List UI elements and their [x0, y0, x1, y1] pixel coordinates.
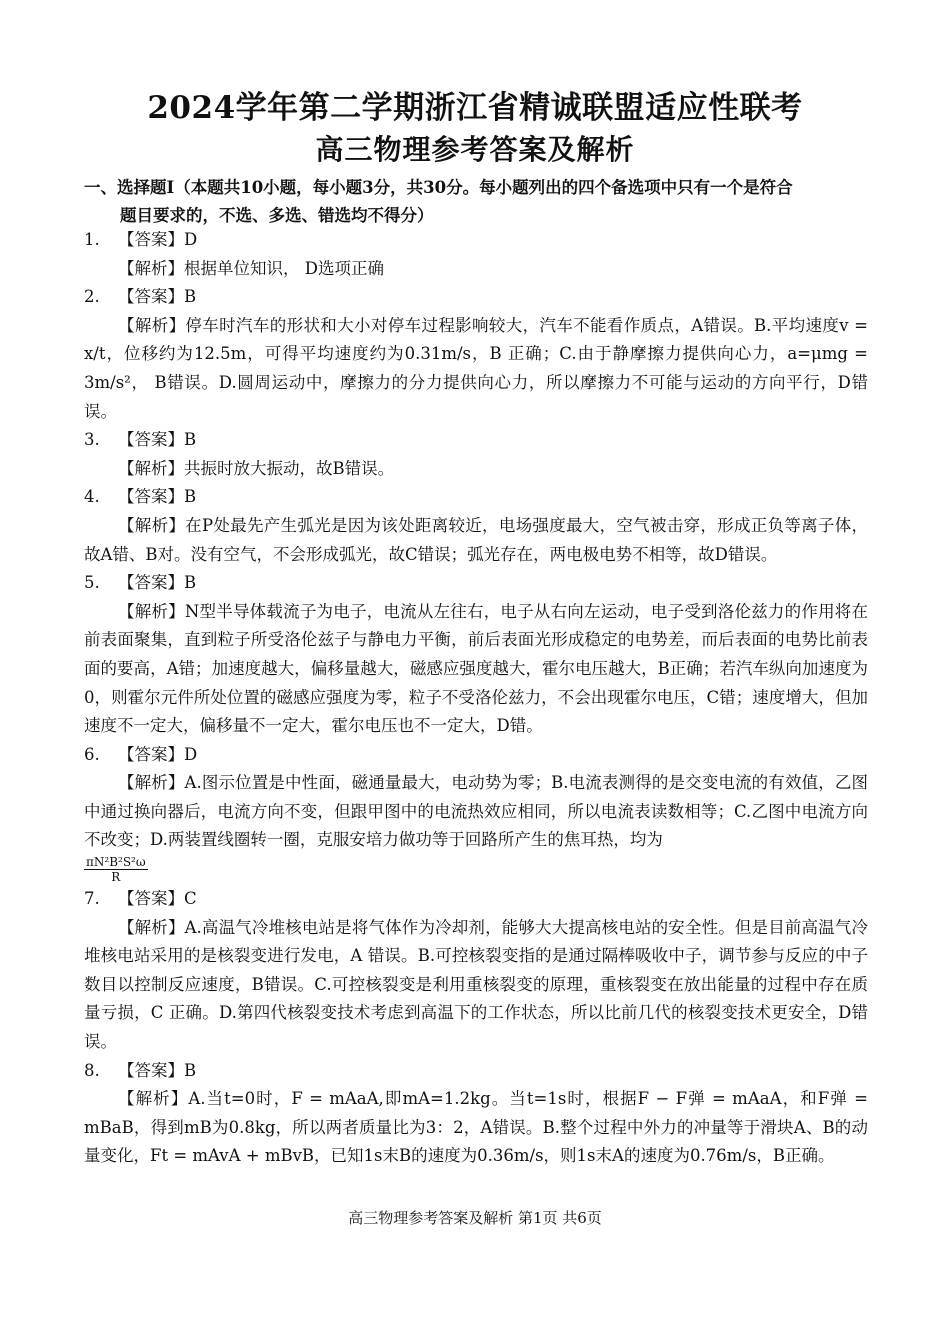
explanation-text: 【解析】在P处最先产生弧光是因为该处距离较近，电场强度最大，空气被击穿，形成正负等离子体，故A错、B对。没有空气，不会形成弧光，故C错误；弧光存在，两电极电势不相等，故D错误。	[84, 515, 868, 564]
answer-text: 【答案】B	[118, 573, 197, 593]
answer-line	[84, 1057, 868, 1086]
answer-text: 【答案】B	[118, 487, 197, 507]
answer-text: 【答案】C	[118, 889, 197, 909]
answer-line	[84, 283, 868, 312]
page-footer: 高三物理参考答案及解析 第1页 共6页	[348, 1209, 602, 1227]
answer-text: 【答案】D	[118, 230, 198, 249]
question-number: 4.	[84, 487, 100, 507]
answer-line	[84, 426, 868, 455]
explanation-text: 【解析】根据单位知识， D选项正确	[118, 258, 384, 278]
formula-fraction	[84, 855, 868, 885]
question-number: 2.	[84, 287, 100, 307]
answer-line	[84, 226, 868, 255]
document-subtitle: 高三物理参考答案及解析	[315, 133, 635, 166]
answer-line	[84, 569, 868, 598]
section-heading-line-1: 一、选择题Ⅰ（本题共10小题，每小题3分，共30分。每小题列出的四个备选项中只有一个是符合	[84, 178, 793, 197]
answer-list	[84, 226, 868, 1171]
explanation-part: 【解析】A.图示位置是中性面，磁通量最大，电动势为零；B.电流表测得的是交变电流的有效值，乙图中通过换向器后，电流方向不变，但跟甲图中的电流热效应相同，所以电流表读数相等；C.乙图中电流方向不改变；D.两装置线圈转一圈，克服安培力做功等于回路所产生的焦耳热，均为	[84, 773, 868, 850]
section-heading	[84, 174, 874, 230]
question-number: 3.	[84, 430, 100, 450]
question-number: 1.	[84, 230, 100, 249]
answer-line	[84, 741, 868, 770]
answer-text: 【答案】B	[118, 287, 197, 307]
question-number: 8.	[84, 1060, 100, 1080]
explanation-text: 【解析】N型半导体载流子为电子，电流从左往右，电子从右向左运动，电子受到洛伦兹力的作用将在前表面聚集，直到粒子所受洛伦兹子与静电力平衡，前后表面光形成稳定的电势差，而后表面的电势比前表面的要高，A错；加速度越大，偏移量越大，磁感应强度越大，霍尔电压越大，B正确；若汽车纵向加速度为0，则霍尔元件所处位置的磁感应强度为零，粒子不受洛伦兹力，不会出现霍尔电压，C错；速度增大，但加速度不一定大，偏移量不一定大，霍尔电压也不一定大，D错。	[84, 601, 868, 736]
answer-text: 【答案】D	[118, 744, 198, 764]
fraction	[84, 855, 148, 884]
document-title: 2024学年第二学期浙江省精诚联盟适应性联考	[147, 90, 803, 126]
explanation-text: 【解析】A.高温气冷堆核电站是将气体作为冷却剂，能够大大提高核电站的安全性。但是目前高温气冷堆核电站采用的是核裂变进行发电，A 错误。B.可控核裂变指的是通过隔棒吸收中子，调节参与反应的中子数目以控制反应速度，B错误。C.可控核裂变是利用重核裂变的原理，重核裂变在放出能量的过程中存在质量亏损，C 正确。D.第四代核裂变技术考虑到高温下的工作状态，所以比前几代的核裂变技术更安全，D错误。	[84, 917, 868, 1052]
section-heading-line-2: 题目要求的，不选、多选、错选均不得分）	[120, 206, 434, 225]
explanation-part: v = x/t，位移约为12.5m，可得平均速度约为0.31m/s，B 正确；C.由于静摩擦力提供向心力，a=μmg = 3m/s²， B错误。D.圆周运动中，摩擦力的分力提供向心力，所以摩擦力不可能与运动的方向平行，D错误。	[84, 315, 868, 421]
explanation-text	[84, 769, 868, 855]
fraction-numerator: πN²B²S²ω	[86, 855, 146, 870]
question-number: 6.	[84, 744, 100, 764]
question-number: 7.	[84, 889, 100, 909]
answer-text: 【答案】B	[118, 430, 197, 450]
answer-line	[84, 483, 868, 512]
explanation-text: 【解析】A.当t=0时，F = mAaA,即mA=1.2kg。当t=1s时，根据F − F弹 = mAaA，和F弹 = mBaB，得到mB为0.8kg，所以两者质量比为3：2，A错误。B.整个过程中外力的冲量等于滑块A、B的动量变化，Ft = mAvA + mBvB，已知1s末B的速度为0.36m/s，则1s末A的速度为0.76m/s，B正确。	[84, 1089, 868, 1166]
explanation-text: 【解析】共振时放大振动，故B错误。	[118, 458, 395, 478]
explanation-text	[84, 312, 868, 426]
fraction-denominator: R	[111, 870, 121, 885]
answer-text: 【答案】B	[118, 1060, 197, 1080]
explanation-part: 【解析】停车时汽车的形状和大小对停车过程影响较大，汽车不能看作质点，A错误。B.平均速度	[118, 315, 840, 335]
answer-line	[84, 885, 868, 914]
question-number: 5.	[84, 573, 100, 593]
